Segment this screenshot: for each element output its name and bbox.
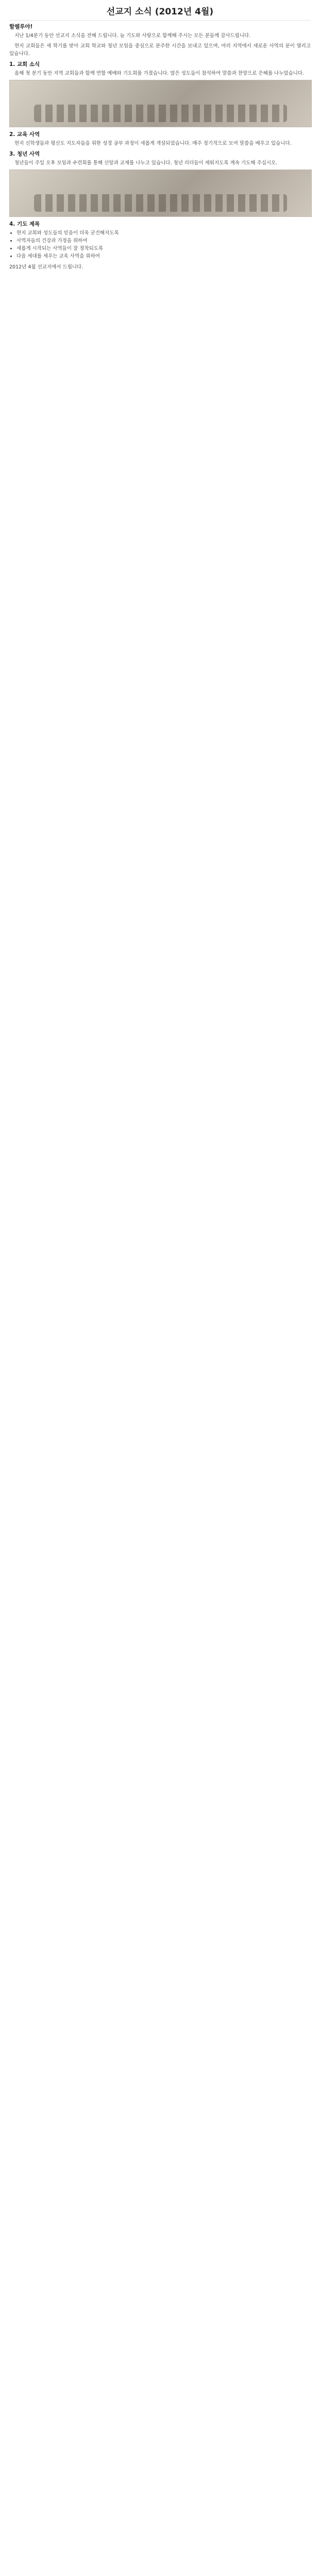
paragraph: 현지 교회들은 새 학기를 맞아 교회 학교와 청년 모임을 중심으로 분주한 시간을 보내고 있으며, 여러 지역에서 새로운 사역의 문이 열리고 있습니다.	[9, 43, 311, 57]
section-heading: 2. 교육 사역	[9, 131, 40, 138]
paragraph: 청년들이 주일 오후 모임과 수련회를 통해 신앙과 교제를 나누고 있습니다. 청년 리더들이 세워지도록 계속 기도해 주십시오.	[14, 160, 278, 166]
prayer-list	[9, 229, 311, 260]
section-heading: 3. 청년 사역	[9, 151, 40, 157]
paragraph: 현지 신학생들과 평신도 지도자들을 위한 성경 공부 과정이 새롭게 개설되었습니다. 매주 정기적으로 모여 말씀을 배우고 있습니다.	[14, 141, 292, 146]
list-item: • 다음 세대를 세우는 교육 사역을 위하여	[16, 252, 311, 260]
section-heading: 할렐루야!	[9, 24, 33, 30]
section	[9, 130, 311, 147]
section	[9, 60, 311, 127]
newsletter-body	[9, 23, 311, 260]
list-item: • 새롭게 시작되는 사역들이 잘 정착되도록	[16, 245, 311, 252]
list-item: • 현지 교회와 성도들의 믿음이 더욱 굳건해지도록	[16, 229, 311, 237]
section	[9, 220, 311, 260]
section	[9, 23, 311, 58]
closing-signature: 2012년 4월 선교지에서 드립니다.	[9, 264, 83, 270]
section-heading: 4. 기도 제목	[9, 221, 40, 227]
section-photo	[9, 80, 312, 127]
section-heading: 1. 교회 소식	[9, 61, 40, 67]
list-item: • 사역자들의 건강과 가정을 위하여	[16, 237, 311, 245]
paragraph: 지난 1/4분기 동안 선교지 소식을 전해 드립니다. 늘 기도와 사랑으로 함께해 주시는 모든 분들께 감사드립니다.	[14, 33, 251, 39]
section	[9, 150, 311, 217]
page-title: 선교지 소식 (2012년 4월)	[9, 0, 311, 21]
section-photo	[9, 170, 312, 217]
paragraph: 올해 첫 분기 동안 지역 교회들과 함께 연합 예배와 기도회를 가졌습니다. 많은 성도들이 참석하여 말씀과 찬양으로 은혜를 나누었습니다.	[14, 71, 305, 76]
